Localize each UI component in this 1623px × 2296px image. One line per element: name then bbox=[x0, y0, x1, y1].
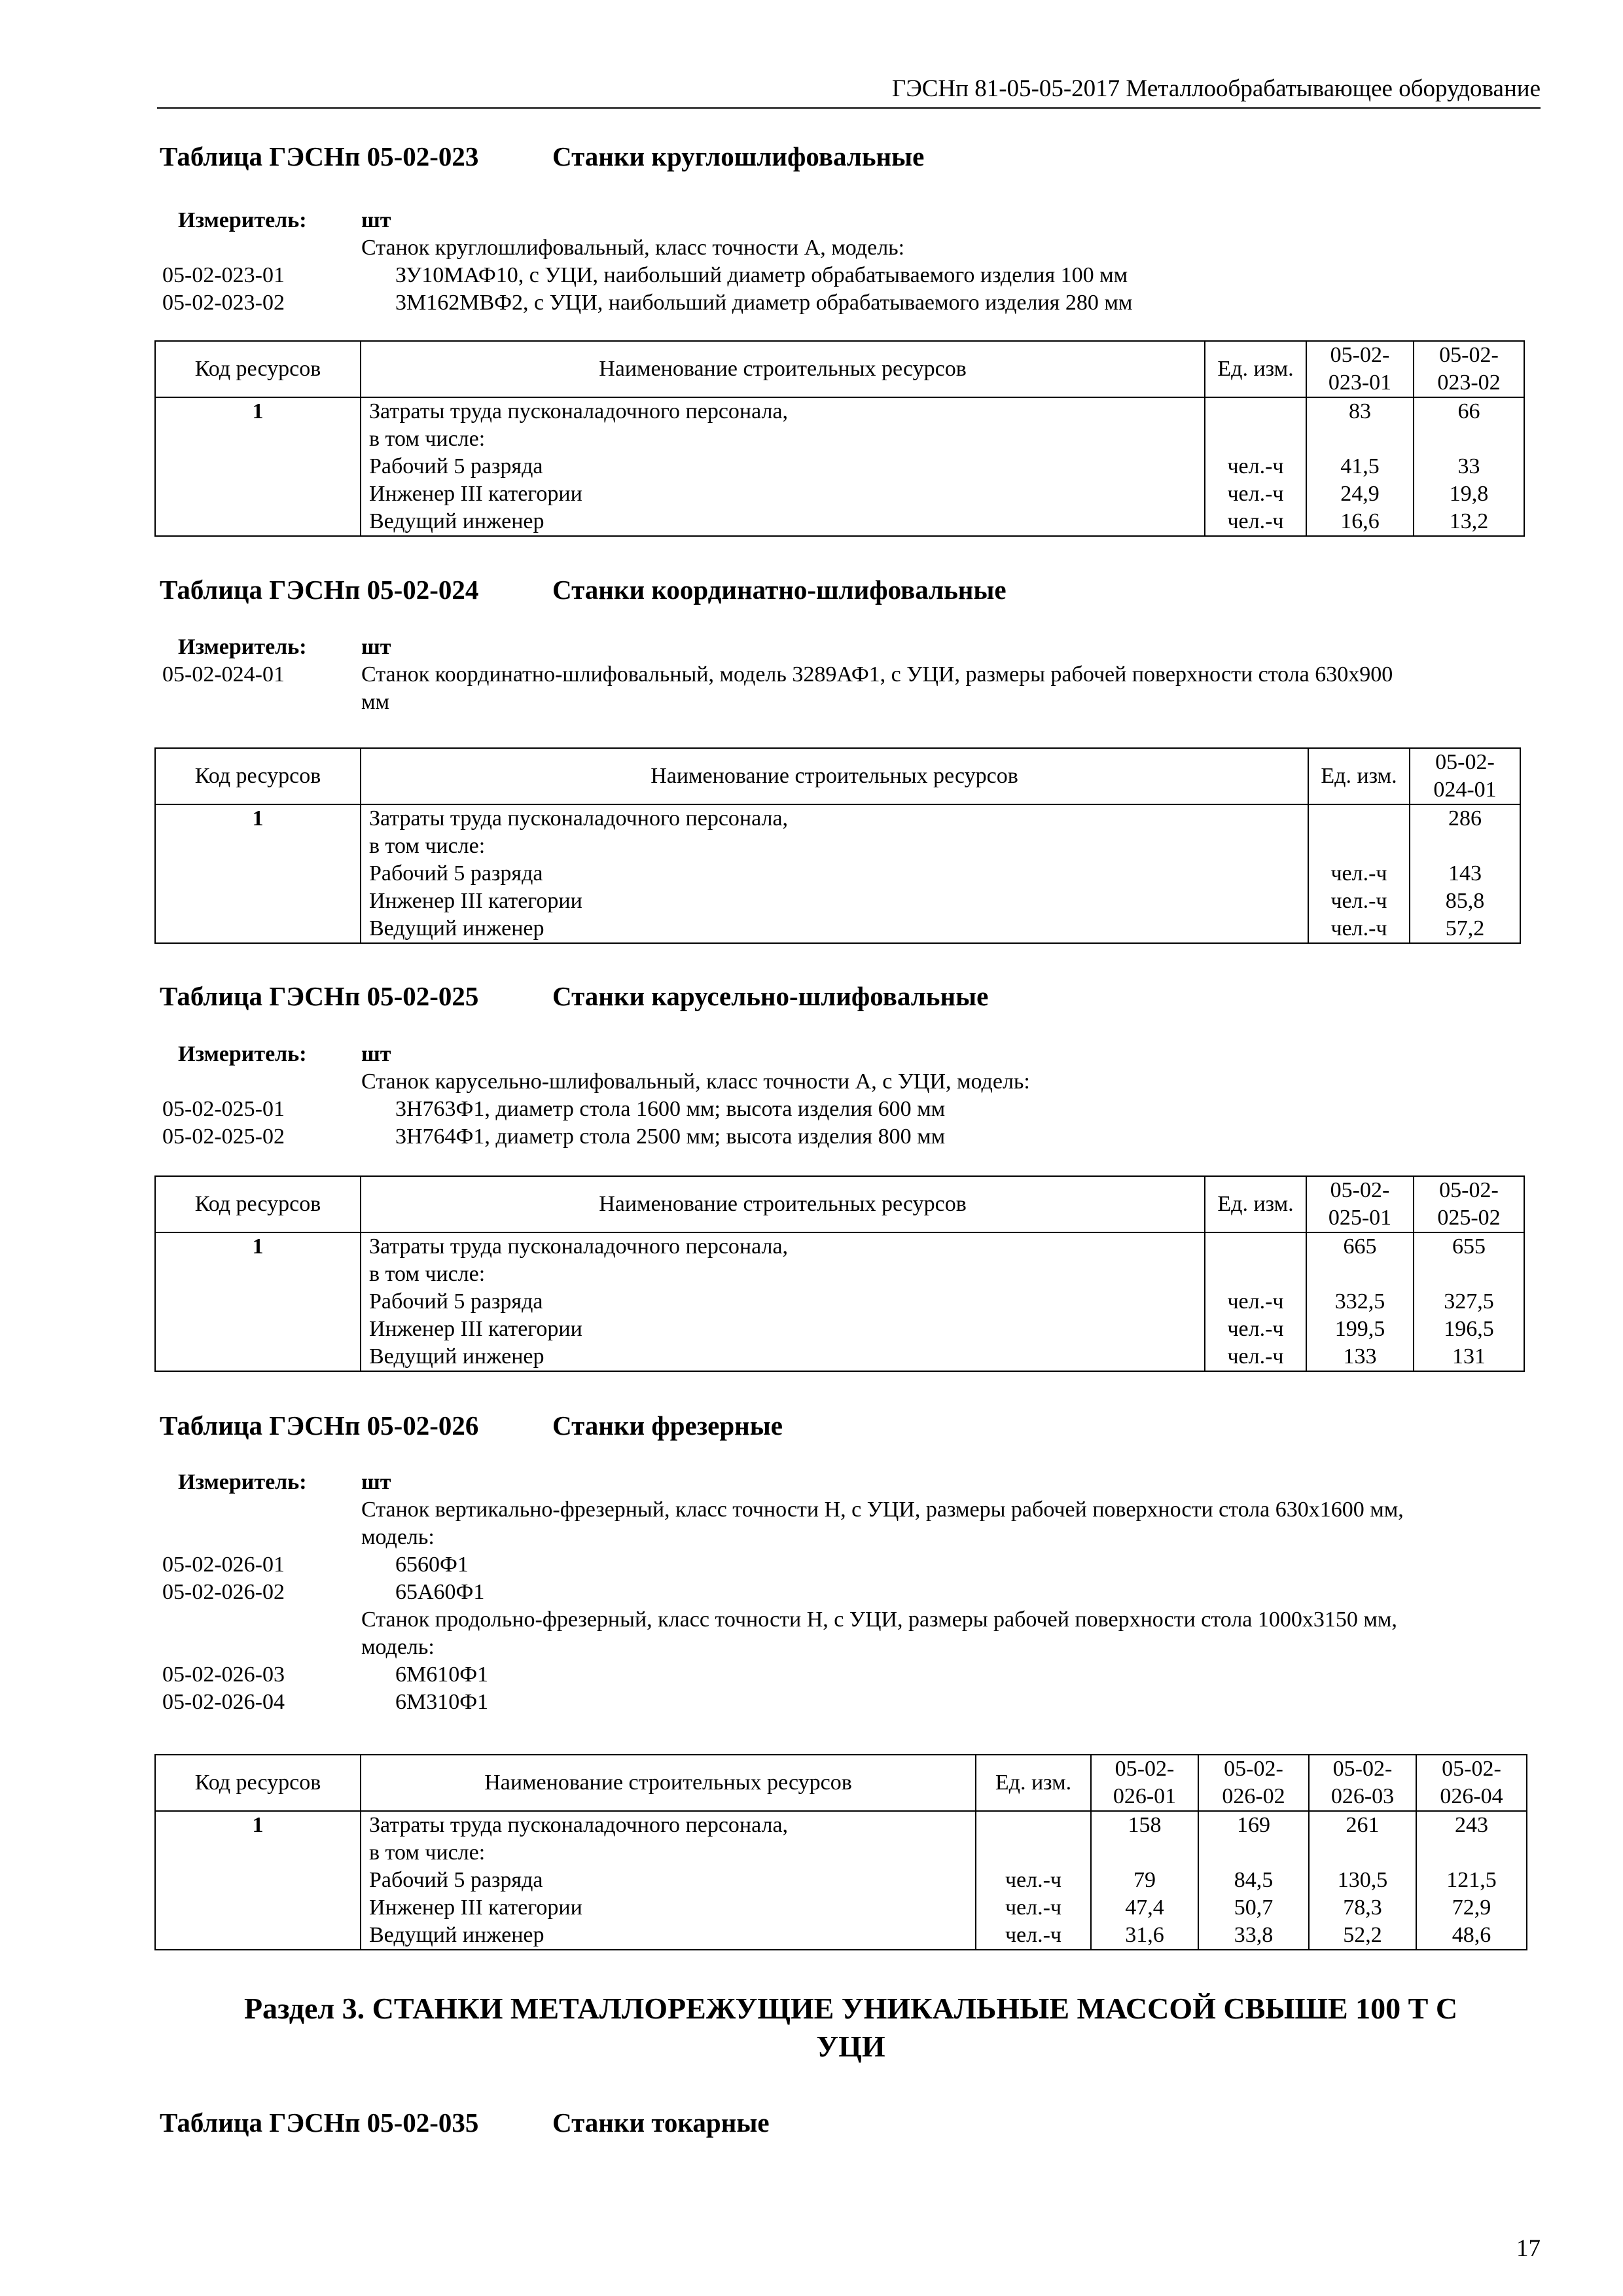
resource-name: Ведущий инженер bbox=[369, 1344, 544, 1369]
resource-unit: чел.-ч bbox=[1005, 1895, 1062, 1920]
resource-unit bbox=[982, 1839, 1085, 1867]
measure-unit: шт bbox=[361, 1470, 391, 1494]
measure-unit: шт bbox=[361, 208, 391, 232]
table-heading bbox=[160, 2106, 770, 2139]
col-header-unit: Ед. изм. bbox=[976, 1755, 1091, 1811]
resource-unit: чел.-ч bbox=[1227, 1289, 1284, 1314]
resource-value: 72,9 bbox=[1452, 1895, 1491, 1920]
resource-value: 78,3 bbox=[1343, 1895, 1382, 1920]
resource-name: Затраты труда пусконаладочного персонала, bbox=[369, 399, 789, 423]
resource-unit bbox=[1314, 833, 1404, 860]
resources-table bbox=[154, 747, 1521, 944]
resource-unit: чел.-ч bbox=[1330, 916, 1387, 941]
resource-value: 41,5 bbox=[1340, 454, 1380, 478]
resource-name: Затраты труда пусконаладочного персонала, bbox=[369, 1234, 789, 1259]
col-header-norm bbox=[1410, 748, 1520, 804]
page-number: 17 bbox=[1516, 2235, 1541, 2262]
col-header-norm bbox=[1414, 341, 1524, 397]
section-heading-line-2: УЦИ bbox=[816, 2030, 885, 2063]
col-header-norm-line: 05-02- bbox=[1439, 1178, 1499, 1202]
col-header-norm-line: 026-01 bbox=[1113, 1784, 1177, 1808]
col-header-code: Код ресурсов bbox=[155, 341, 361, 397]
col-header-code: Код ресурсов bbox=[155, 748, 361, 804]
col-header-unit: Ед. изм. bbox=[1308, 748, 1410, 804]
resource-names bbox=[361, 804, 1308, 943]
col-header-norm-line: 05-02- bbox=[1439, 343, 1499, 367]
resource-value: 83 bbox=[1349, 399, 1371, 423]
resource-value bbox=[1204, 1839, 1303, 1867]
norm-code: 05-02-023-01 bbox=[162, 263, 285, 287]
resource-values bbox=[1410, 804, 1520, 943]
table-heading bbox=[160, 573, 1007, 606]
resource-values bbox=[1198, 1811, 1309, 1950]
resource-value: 33 bbox=[1457, 454, 1480, 478]
table-row bbox=[155, 1811, 1527, 1950]
col-header-norm bbox=[1306, 341, 1414, 397]
col-header-norm-line: 05-02- bbox=[1330, 1178, 1390, 1202]
resource-name: Рабочий 5 разряда bbox=[369, 454, 543, 478]
norm-description: Станок координатно-шлифовальный, модель 3289АФ1, с УЦИ, размеры рабочей поверхности стола 630х900 bbox=[361, 662, 1393, 687]
resource-unit: чел.-ч bbox=[1330, 889, 1387, 913]
resource-names bbox=[361, 397, 1205, 536]
measure-label: Измеритель: bbox=[178, 1042, 307, 1066]
resource-values bbox=[1416, 1811, 1527, 1950]
resource-name: Инженер III категории bbox=[369, 889, 582, 913]
resource-value: 199,5 bbox=[1334, 1317, 1385, 1341]
resource-value: 158 bbox=[1128, 1813, 1162, 1837]
resource-code: 1 bbox=[155, 1232, 361, 1371]
norm-code: 05-02-026-02 bbox=[162, 1580, 285, 1604]
measure-label: Измеритель: bbox=[178, 208, 307, 232]
resource-value: 31,6 bbox=[1125, 1923, 1164, 1947]
resource-value bbox=[1312, 1261, 1408, 1288]
col-header-norm-line: 024-01 bbox=[1433, 778, 1497, 802]
table-row bbox=[155, 397, 1524, 536]
resource-value: 33,8 bbox=[1234, 1923, 1274, 1947]
resource-name: Ведущий инженер bbox=[369, 916, 544, 941]
col-header-code: Код ресурсов bbox=[155, 1176, 361, 1232]
col-header-norm bbox=[1091, 1755, 1198, 1811]
resource-unit: чел.-ч bbox=[1227, 1344, 1284, 1369]
resource-value: 130,5 bbox=[1337, 1868, 1388, 1892]
norm-code: 05-02-026-03 bbox=[162, 1662, 285, 1687]
resource-unit bbox=[1211, 398, 1300, 425]
resource-value: 131 bbox=[1452, 1344, 1486, 1369]
resources-table bbox=[154, 1175, 1525, 1372]
col-header-norm-line: 023-01 bbox=[1328, 370, 1392, 395]
resource-value: 57,2 bbox=[1445, 916, 1485, 941]
table-heading bbox=[160, 980, 989, 1013]
resource-value bbox=[1416, 833, 1514, 860]
resource-value bbox=[1419, 425, 1518, 453]
table-heading bbox=[160, 140, 925, 173]
norm-code: 05-02-026-01 bbox=[162, 1552, 285, 1577]
col-header-norm-line: 05-02- bbox=[1332, 1757, 1393, 1781]
document-header: ГЭСНп 81-05-05-2017 Металлообрабатывающее оборудование bbox=[891, 75, 1541, 102]
resource-unit: чел.-ч bbox=[1330, 861, 1387, 886]
norm-code: 05-02-026-04 bbox=[162, 1690, 285, 1714]
measure-unit: шт bbox=[361, 1042, 391, 1066]
resource-value: 85,8 bbox=[1445, 889, 1485, 913]
norm-description: Станок карусельно-шлифовальный, класс точности А, с УЦИ, модель: bbox=[361, 1069, 1030, 1094]
resource-value bbox=[1422, 1839, 1521, 1867]
norm-description: Станок вертикально-фрезерный, класс точности Н, с УЦИ, размеры рабочей поверхности стола 630х1600 мм, bbox=[361, 1498, 1404, 1522]
resource-name: Ведущий инженер bbox=[369, 1923, 544, 1947]
resource-values bbox=[1091, 1811, 1198, 1950]
col-header-norm bbox=[1198, 1755, 1309, 1811]
resource-names bbox=[361, 1232, 1205, 1371]
norm-code: 05-02-025-02 bbox=[162, 1124, 285, 1149]
col-header-norm-line: 05-02- bbox=[1224, 1757, 1283, 1781]
resource-code: 1 bbox=[155, 1811, 361, 1950]
resource-value: 665 bbox=[1343, 1234, 1377, 1259]
resource-unit: чел.-ч bbox=[1227, 454, 1284, 478]
col-header-unit: Ед. изм. bbox=[1205, 1176, 1306, 1232]
resource-values bbox=[1306, 1232, 1414, 1371]
resource-value: 48,6 bbox=[1452, 1923, 1491, 1947]
table-row bbox=[155, 804, 1520, 943]
resource-value: 66 bbox=[1457, 399, 1480, 423]
resource-value: 286 bbox=[1448, 806, 1482, 831]
resource-names bbox=[361, 1811, 976, 1950]
norm-description: ЗУ10МАФ10, с УЦИ, наибольший диаметр обрабатываемого изделия 100 мм bbox=[395, 263, 1128, 287]
resource-value: 16,6 bbox=[1340, 509, 1380, 533]
resource-code: 1 bbox=[155, 397, 361, 536]
resource-name: в том числе: bbox=[369, 834, 486, 858]
col-header-unit: Ед. изм. bbox=[1205, 341, 1306, 397]
norm-description: Станок продольно-фрезерный, класс точности Н, с УЦИ, размеры рабочей поверхности стола 1000х3150 мм, bbox=[361, 1607, 1397, 1632]
norm-description: 3Н764Ф1, диаметр стола 2500 мм; высота изделия 800 мм bbox=[395, 1124, 946, 1149]
resource-value: 50,7 bbox=[1234, 1895, 1274, 1920]
table-id: Таблица ГЭСНп 05-02-025 bbox=[160, 981, 479, 1011]
resource-unit: чел.-ч bbox=[1227, 1317, 1284, 1341]
col-header-norm-line: 05-02- bbox=[1435, 750, 1495, 774]
resource-value: 332,5 bbox=[1334, 1289, 1385, 1314]
resource-value bbox=[1419, 1261, 1518, 1288]
resource-unit: чел.-ч bbox=[1005, 1923, 1062, 1947]
resource-value bbox=[1097, 1839, 1192, 1867]
norm-code: 05-02-023-02 bbox=[162, 291, 285, 315]
resource-name: Рабочий 5 разряда bbox=[369, 1868, 543, 1892]
col-header-norm-line: 025-02 bbox=[1437, 1206, 1501, 1230]
col-header-norm-line: 05-02- bbox=[1330, 343, 1390, 367]
resource-units bbox=[1205, 1232, 1306, 1371]
resource-value bbox=[1312, 425, 1408, 453]
resource-value: 79 bbox=[1133, 1868, 1156, 1892]
norm-description: модель: bbox=[361, 1635, 435, 1659]
norm-description: 65А60Ф1 bbox=[395, 1580, 485, 1604]
norm-code: 05-02-025-01 bbox=[162, 1097, 285, 1121]
col-header-norm bbox=[1306, 1176, 1414, 1232]
col-header-name: Наименование строительных ресурсов bbox=[361, 1176, 1205, 1232]
col-header-norm bbox=[1309, 1755, 1416, 1811]
measure-label: Измеритель: bbox=[178, 635, 307, 659]
resource-code: 1 bbox=[155, 804, 361, 943]
col-header-norm-line: 05-02- bbox=[1442, 1757, 1501, 1781]
table-header-row bbox=[155, 341, 1524, 397]
table-name: Станки круглошлифовальные bbox=[552, 141, 925, 171]
col-header-norm-line: 023-02 bbox=[1437, 370, 1501, 395]
col-header-code: Код ресурсов bbox=[155, 1755, 361, 1811]
table-name: Станки координатно-шлифовальные bbox=[552, 575, 1007, 605]
resource-value: 243 bbox=[1455, 1813, 1488, 1837]
resources-table bbox=[154, 340, 1525, 537]
resource-name: Инженер III категории bbox=[369, 1317, 582, 1341]
resource-value: 143 bbox=[1448, 861, 1482, 886]
norm-description: 6М310Ф1 bbox=[395, 1690, 489, 1714]
table-id: Таблица ГЭСНп 05-02-026 bbox=[160, 1410, 479, 1441]
resource-value: 327,5 bbox=[1444, 1289, 1494, 1314]
col-header-norm-line: 026-02 bbox=[1222, 1784, 1285, 1808]
resource-units bbox=[976, 1811, 1091, 1950]
col-header-norm-line: 026-03 bbox=[1330, 1784, 1395, 1808]
table-name: Станки карусельно-шлифовальные bbox=[552, 981, 989, 1011]
table-name: Станки фрезерные bbox=[552, 1410, 783, 1441]
col-header-norm-line: 026-04 bbox=[1440, 1784, 1503, 1808]
table-header-row bbox=[155, 748, 1520, 804]
resource-name: Ведущий инженер bbox=[369, 509, 544, 533]
resource-values bbox=[1414, 397, 1524, 536]
col-header-name: Наименование строительных ресурсов bbox=[361, 1755, 976, 1811]
col-header-norm bbox=[1416, 1755, 1527, 1811]
norm-description: мм bbox=[361, 690, 390, 714]
resource-values bbox=[1414, 1232, 1524, 1371]
resource-name: Инженер III категории bbox=[369, 1895, 582, 1920]
table-row bbox=[155, 1232, 1524, 1371]
resource-name: в том числе: bbox=[369, 1840, 486, 1865]
resource-value: 121,5 bbox=[1446, 1868, 1497, 1892]
col-header-name: Наименование строительных ресурсов bbox=[361, 341, 1205, 397]
measure-label: Измеритель: bbox=[178, 1470, 307, 1494]
norm-description: 3Н763Ф1, диаметр стола 1600 мм; высота изделия 600 мм bbox=[395, 1097, 946, 1121]
resource-unit bbox=[1211, 1233, 1300, 1261]
norm-code: 05-02-024-01 bbox=[162, 662, 285, 687]
resource-name: Рабочий 5 разряда bbox=[369, 861, 543, 886]
col-header-norm bbox=[1414, 1176, 1524, 1232]
table-id: Таблица ГЭСНп 05-02-023 bbox=[160, 141, 479, 171]
table-header-row bbox=[155, 1176, 1524, 1232]
resource-name: Затраты труда пусконаладочного персонала, bbox=[369, 1813, 789, 1837]
resource-value: 169 bbox=[1237, 1813, 1270, 1837]
norm-description: 6М610Ф1 bbox=[395, 1662, 489, 1687]
table-id: Таблица ГЭСНп 05-02-035 bbox=[160, 2108, 479, 2138]
resource-value: 133 bbox=[1343, 1344, 1377, 1369]
resource-value: 19,8 bbox=[1449, 482, 1489, 506]
resource-name: Рабочий 5 разряда bbox=[369, 1289, 543, 1314]
section-heading-line-1: Раздел 3. СТАНКИ МЕТАЛЛОРЕЖУЩИЕ УНИКАЛЬНЫЕ МАССОЙ СВЫШЕ 100 Т С bbox=[243, 1992, 1458, 2025]
resource-units bbox=[1308, 804, 1410, 943]
resource-value bbox=[1315, 1839, 1410, 1867]
norm-description: модель: bbox=[361, 1525, 435, 1549]
col-header-norm-line: 025-01 bbox=[1328, 1206, 1392, 1230]
resource-unit: чел.-ч bbox=[1227, 509, 1284, 533]
resource-name: Инженер III категории bbox=[369, 482, 582, 506]
resource-unit bbox=[1211, 1261, 1300, 1288]
header-rule bbox=[157, 107, 1541, 109]
resource-unit: чел.-ч bbox=[1227, 482, 1284, 506]
col-header-norm-line: 05-02- bbox=[1115, 1757, 1175, 1781]
resource-name: в том числе: bbox=[369, 427, 486, 451]
resource-values bbox=[1309, 1811, 1416, 1950]
resource-value: 655 bbox=[1452, 1234, 1486, 1259]
section-heading bbox=[157, 1990, 1544, 2066]
norm-description: 3М162МВФ2, с УЦИ, наибольший диаметр обрабатываемого изделия 280 мм bbox=[395, 291, 1133, 315]
resource-value: 84,5 bbox=[1234, 1868, 1274, 1892]
resource-unit: чел.-ч bbox=[1005, 1868, 1062, 1892]
resource-unit bbox=[1314, 805, 1404, 833]
resource-value: 261 bbox=[1346, 1813, 1380, 1837]
resource-values bbox=[1306, 397, 1414, 536]
col-header-name: Наименование строительных ресурсов bbox=[361, 748, 1308, 804]
table-name: Станки токарные bbox=[552, 2108, 770, 2138]
norm-description: 6560Ф1 bbox=[395, 1552, 469, 1577]
resource-value: 52,2 bbox=[1343, 1923, 1382, 1947]
resource-value: 47,4 bbox=[1125, 1895, 1164, 1920]
resource-value: 24,9 bbox=[1340, 482, 1380, 506]
resources-table bbox=[154, 1754, 1527, 1950]
norm-description: Станок круглошлифовальный, класс точности А, модель: bbox=[361, 236, 905, 260]
resource-name: в том числе: bbox=[369, 1262, 486, 1286]
table-id: Таблица ГЭСНп 05-02-024 bbox=[160, 575, 479, 605]
measure-unit: шт bbox=[361, 635, 391, 659]
table-header-row bbox=[155, 1755, 1527, 1811]
resource-unit bbox=[982, 1812, 1085, 1839]
resource-name: Затраты труда пусконаладочного персонала, bbox=[369, 806, 789, 831]
resource-units bbox=[1205, 397, 1306, 536]
resource-unit bbox=[1211, 425, 1300, 453]
resource-value: 13,2 bbox=[1449, 509, 1489, 533]
resource-value: 196,5 bbox=[1444, 1317, 1494, 1341]
table-heading bbox=[160, 1409, 783, 1442]
